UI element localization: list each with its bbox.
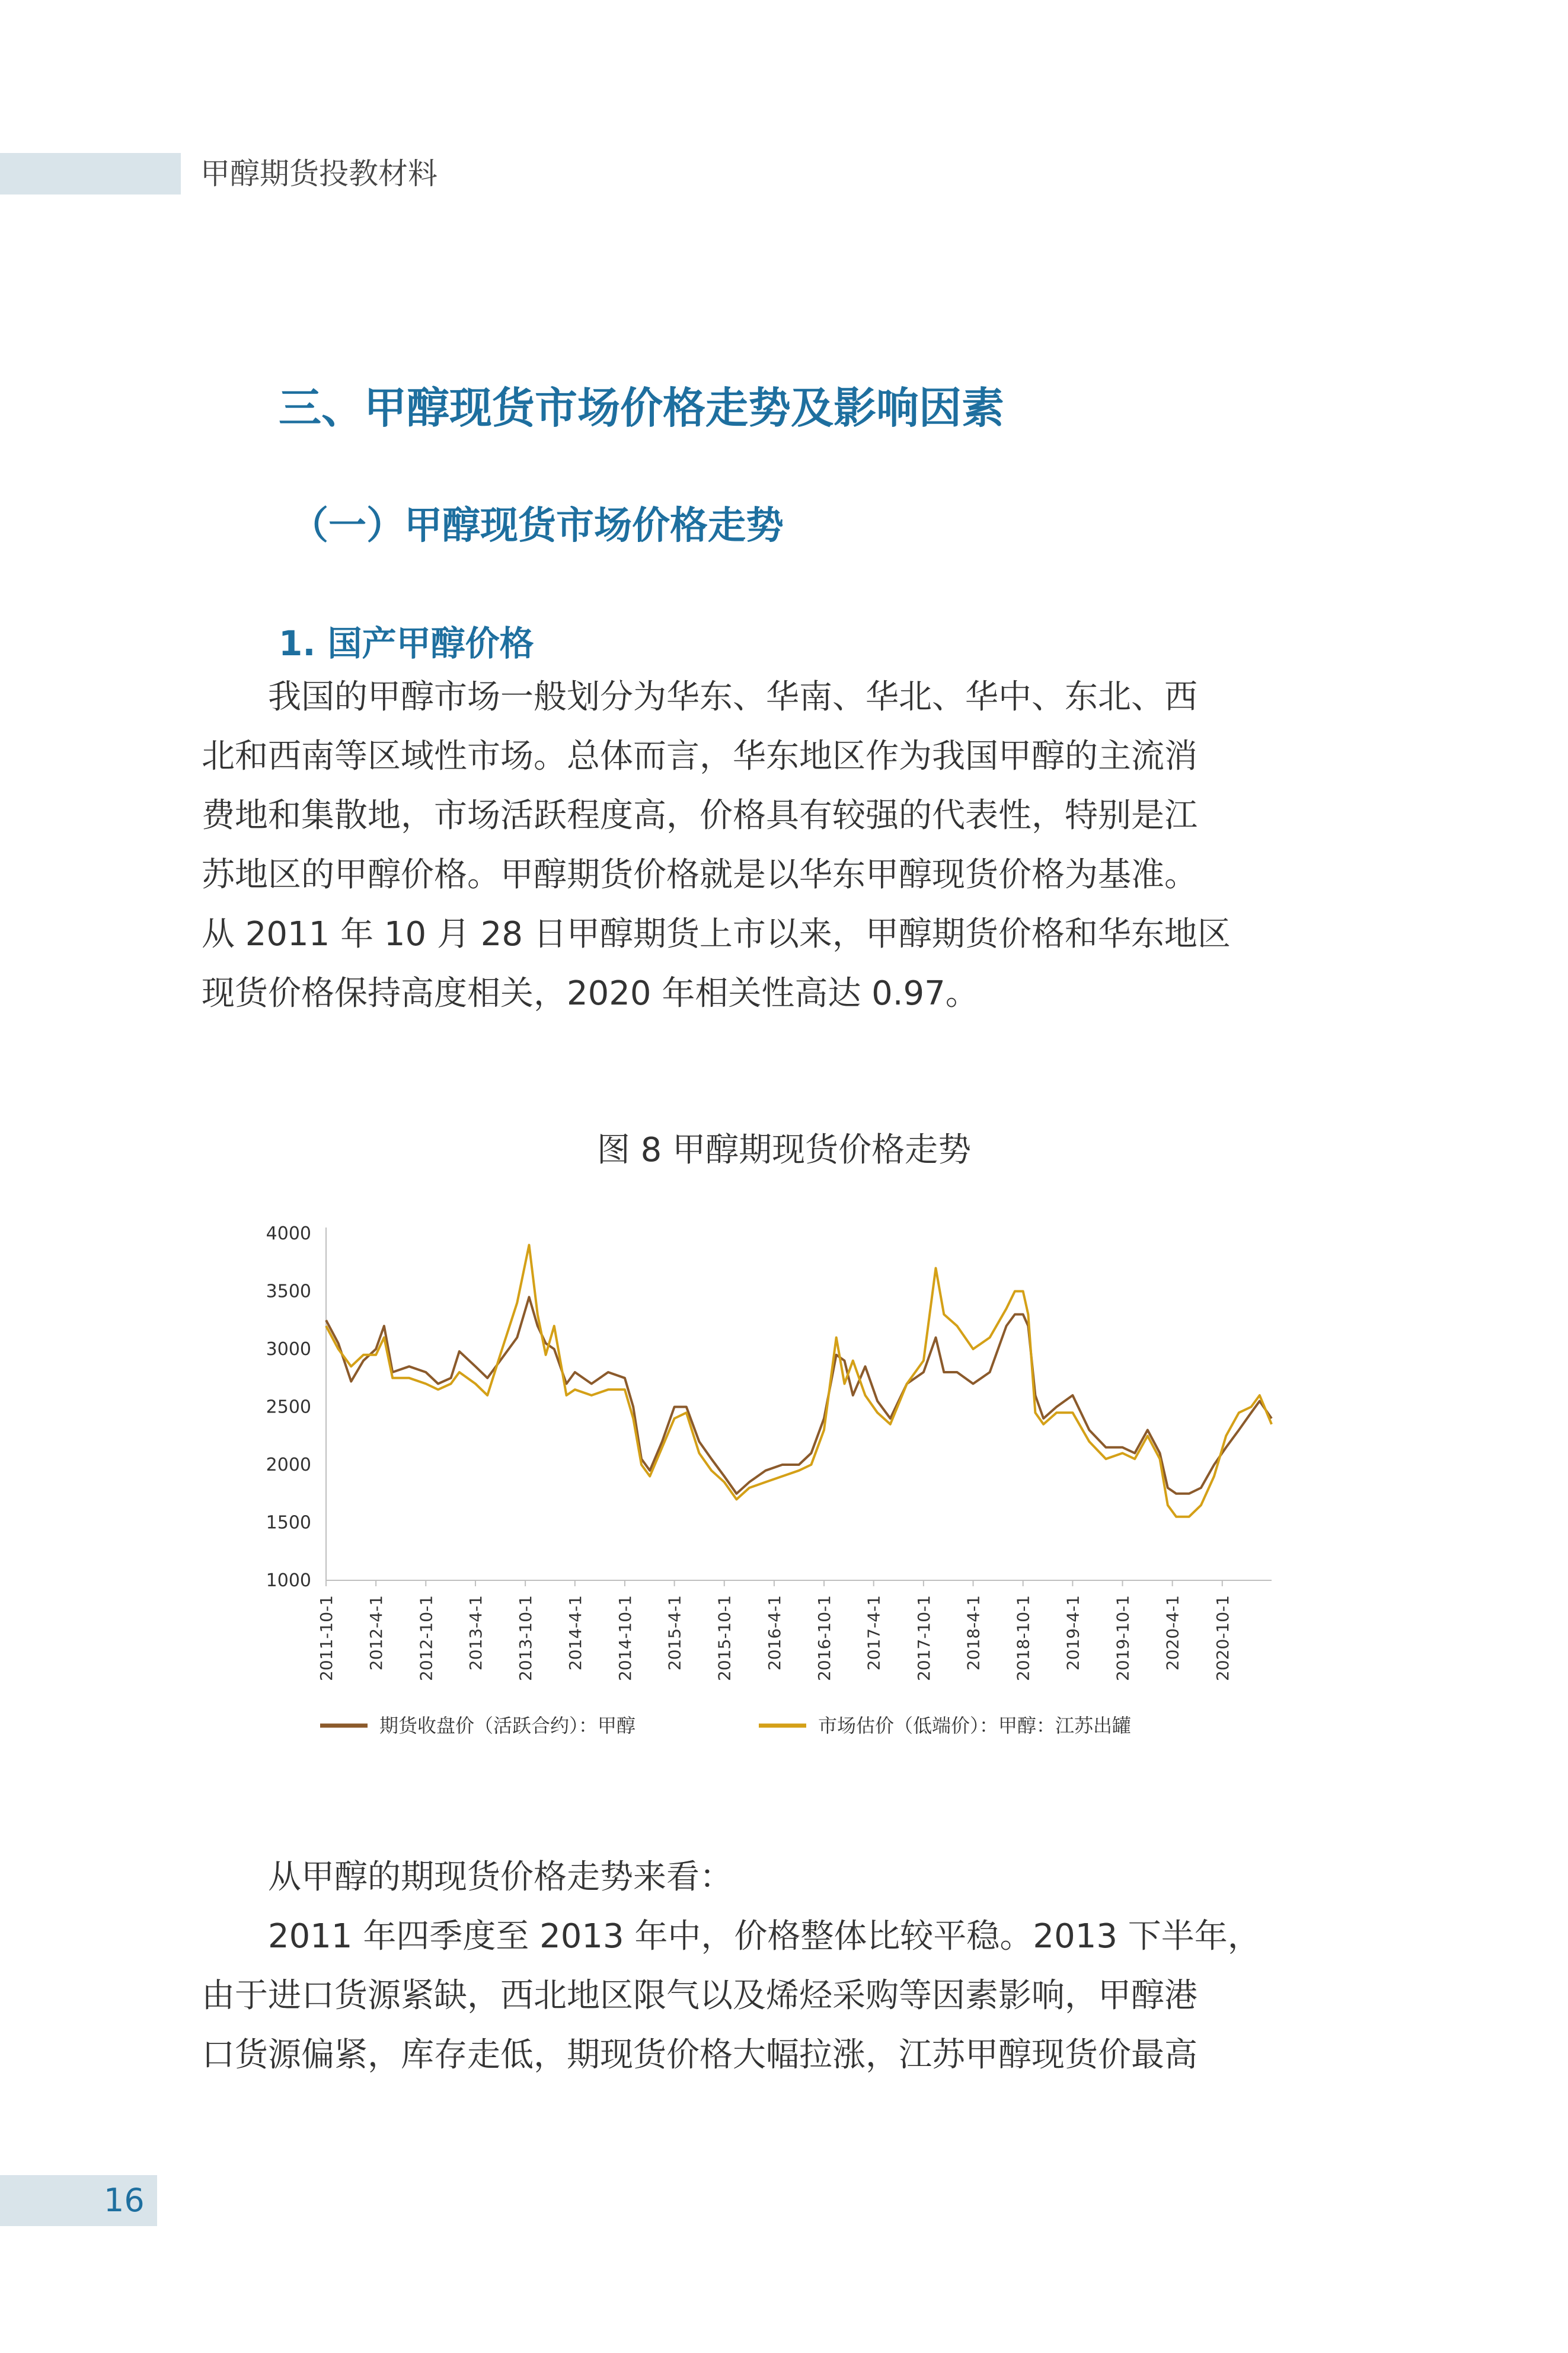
legend-label-2: 市场估价（低端价）：甲醇：江苏出罐 bbox=[818, 1714, 1132, 1737]
x-tick-label: 2020-4-1 bbox=[1163, 1595, 1183, 1671]
y-tick-label: 2500 bbox=[266, 1397, 311, 1418]
x-tick-label: 2017-10-1 bbox=[914, 1595, 934, 1681]
x-tick-label: 2019-4-1 bbox=[1063, 1595, 1083, 1671]
text-line: 从 2011 年 10 月 28 日甲醇期货上市以来，甲醇期货价格和华东地区 bbox=[202, 915, 1231, 954]
page-number: 16 bbox=[104, 2182, 145, 2219]
text-line: 口货源偏紧，库存走低，期现货价格大幅拉涨，江苏甲醇现货价最高 bbox=[202, 2036, 1197, 2074]
text-line: 苏地区的甲醇价格。甲醇期货价格就是以华东甲醇现货价格为基准。 bbox=[202, 856, 1197, 894]
header-accent-bar bbox=[0, 153, 181, 195]
text-line: 我国的甲醇市场一般划分为华东、华南、华北、华中、东北、西 bbox=[202, 678, 1197, 716]
x-tick-label: 2012-4-1 bbox=[366, 1595, 387, 1671]
text-line: 2011 年四季度至 2013 年中，价格整体比较平稳。2013 下半年， bbox=[202, 1917, 1261, 1956]
paragraph-intro bbox=[202, 1848, 1340, 1907]
y-tick-label: 1500 bbox=[266, 1512, 311, 1533]
sub-subsection-heading: 1. 国产甲醇价格 bbox=[279, 623, 534, 664]
y-tick-label: 3500 bbox=[266, 1281, 311, 1302]
text-line: 北和西南等区域性市场。总体而言，华东地区作为我国甲醇的主流消 bbox=[202, 737, 1197, 776]
x-tick-label: 2015-10-1 bbox=[714, 1595, 734, 1681]
paragraph-regional-markets bbox=[202, 668, 1340, 1024]
text-line: 从甲醇的期现货价格走势来看： bbox=[202, 1858, 733, 1896]
paragraph-history bbox=[202, 1907, 1340, 2085]
x-tick-label: 2012-10-1 bbox=[416, 1595, 436, 1681]
legend-label-1: 期货收盘价（活跃合约）：甲醇 bbox=[379, 1714, 636, 1737]
x-tick-label: 2018-4-1 bbox=[963, 1595, 983, 1671]
series-line-1 bbox=[326, 1297, 1272, 1494]
section-heading: 三、甲醇现货市场价格走势及影响因素 bbox=[279, 383, 1005, 433]
x-tick-label: 2018-10-1 bbox=[1013, 1595, 1033, 1681]
x-tick-label: 2013-10-1 bbox=[516, 1595, 536, 1681]
x-tick-label: 2017-4-1 bbox=[864, 1595, 884, 1671]
subsection-heading: （一）甲醇现货市场价格走势 bbox=[290, 504, 784, 548]
x-tick-label: 2014-10-1 bbox=[615, 1595, 635, 1681]
x-tick-label: 2014-4-1 bbox=[565, 1595, 585, 1671]
y-tick-label: 4000 bbox=[266, 1223, 311, 1244]
text-line: 现货价格保持高度相关，2020 年相关性高达 0.97。 bbox=[202, 974, 979, 1013]
x-tick-label: 2016-4-1 bbox=[764, 1595, 784, 1671]
y-tick-label: 1000 bbox=[266, 1570, 311, 1591]
x-tick-label: 2016-10-1 bbox=[815, 1595, 835, 1681]
text-line: 费地和集散地，市场活跃程度高，价格具有较强的代表性，特别是江 bbox=[202, 796, 1197, 835]
x-tick-label: 2013-4-1 bbox=[465, 1595, 486, 1671]
text-line: 由于进口货源紧缺，西北地区限气以及烯烃采购等因素影响，甲醇港 bbox=[202, 1976, 1197, 2015]
y-tick-label: 2000 bbox=[266, 1455, 311, 1475]
x-tick-label: 2019-10-1 bbox=[1113, 1595, 1133, 1681]
running-header: 甲醇期货投教材料 bbox=[200, 157, 437, 191]
x-tick-label: 2020-10-1 bbox=[1212, 1595, 1232, 1681]
price-trend-chart bbox=[237, 1204, 1304, 1785]
figure-caption: 图 8 甲醇期现货价格走势 bbox=[596, 1131, 972, 1169]
x-tick-label: 2015-4-1 bbox=[665, 1595, 685, 1671]
series-line-2 bbox=[326, 1245, 1272, 1517]
y-tick-label: 3000 bbox=[266, 1339, 311, 1360]
x-tick-label: 2011-10-1 bbox=[317, 1595, 336, 1681]
